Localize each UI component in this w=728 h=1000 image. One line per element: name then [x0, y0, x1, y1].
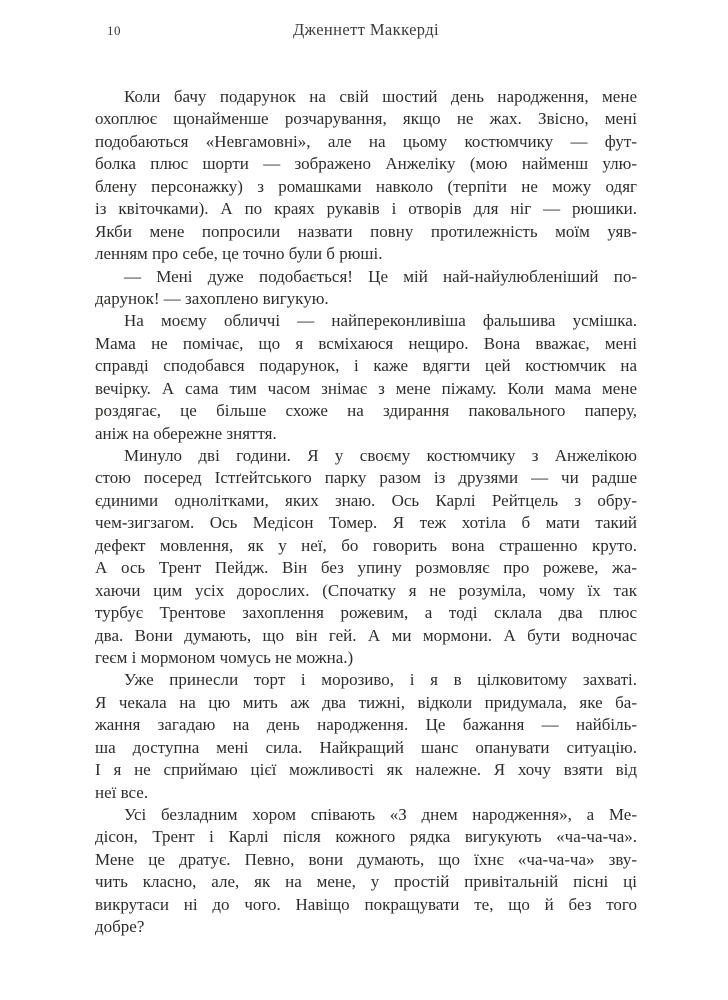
text-line: І я не сприймаю цієї можливості як належне. Я хочу взяти від — [95, 760, 637, 780]
text-line: два. Вони думають, що він гей. А ми мормони. А бути водночас — [95, 625, 637, 645]
text-line: чем-зигзагом. Ось Медісон Томер. Я теж хотіла б мати такий — [95, 513, 637, 533]
text-line: болка плюс шорти — зображено Анжеліку (мою найменш улю- — [95, 154, 637, 174]
text-line: геєм і мормоном чомусь не можна.) — [95, 647, 354, 667]
text-line: добре? — [95, 917, 145, 937]
text-line: Усі безладним хором співають «З днем народження», а Ме- — [124, 805, 637, 824]
text-line: подобаються «Невгамовні», але на цьому костюмчику — фут- — [95, 131, 637, 151]
text-line: охоплює щонайменше розчарування, якщо не жах. Звісно, мені — [95, 109, 637, 129]
text-line: єдиними однолітками, яких знаю. Ось Карлі Рейтцель з обру- — [95, 490, 637, 510]
text-line: дарунок! — захоплено вигукую. — [95, 288, 329, 308]
text-line: Я чекала на цю мить аж два тижні, відколи придумала, яке ба- — [95, 692, 637, 712]
text-line: блену персонажку) з ромашками навколо (терпіти не можу одяг — [95, 176, 637, 196]
text-line: ленням про себе, це точно були б рюші. — [95, 244, 383, 264]
text-line: неї все. — [95, 782, 149, 802]
text-line: Минуло дві години. Я у своєму костюмчику з Анжелікою — [124, 446, 637, 465]
running-header-title: Дженнетт Маккерді — [292, 20, 440, 39]
text-line: Мама не помічає, що я всміхаюся нещиро. Вона вважає, мені — [95, 333, 637, 353]
text-line: А ось Трент Пейдж. Він без упину розмовляє про рожеве, жа- — [95, 558, 637, 578]
text-line: Мене це дратує. Певно, вони думають, що їхнє «ча-ча-ча» зву- — [95, 849, 637, 869]
text-line: хаючи цим усіх дорослих. (Спочатку я не розуміла, чому їх так — [95, 580, 637, 600]
text-line: вечірку. А сама тим часом знімає з мене піжаму. Коли мама мене — [95, 378, 637, 398]
body-text — [95, 86, 637, 939]
text-line: жання загадаю на день народження. Це бажання — найбіль- — [95, 715, 637, 735]
text-line: із квіточками). А по краях рукавів і отворів для ніг — рюшики. — [95, 199, 637, 219]
text-line: дісон, Трент і Карлі після кожного рядка вигукують «ча-ча-ча». — [95, 827, 637, 847]
text-line: Якби мене попросили назвати повну протилежність моїм уяв- — [95, 221, 637, 241]
text-line: чить класно, але, як на мене, у простій привітальній пісні ці — [95, 872, 637, 892]
text-line: турбує Трентове захоплення рожевим, а тоді склала два плюс — [95, 603, 637, 623]
text-line: — Мені дуже подобається! Це мій най-найулюбленіший по- — [124, 266, 637, 286]
page-number: 10 — [107, 23, 121, 38]
text-line: справді сподобався подарунок, і каже вдягти цей костюмчик на — [95, 356, 637, 376]
text-line: ша доступна мені сила. Найкращий шанс опанувати ситуацію. — [95, 737, 637, 757]
running-head — [95, 20, 637, 40]
text-line: дефект мовлення, як у неї, бо говорить вона страшенно круто. — [95, 535, 637, 555]
text-line: стою посеред Істґейтського парку разом із друзями — чи радше — [95, 468, 637, 488]
text-line: аніж на обережне зняття. — [95, 423, 277, 443]
text-line: На моєму обличчі — найпереконливіша фальшива усмішка. — [124, 311, 637, 331]
text-line: викрутаси ні до чого. Навіщо покращувати те, що й без того — [95, 894, 637, 914]
text-line: Коли бачу подарунок на свій шостий день народження, мене — [124, 87, 637, 106]
text-line: Уже принесли торт і морозиво, і я в цілковитому захваті. — [124, 670, 637, 690]
text-line: роздягає, це більше схоже на здирання паковального паперу, — [95, 401, 637, 421]
